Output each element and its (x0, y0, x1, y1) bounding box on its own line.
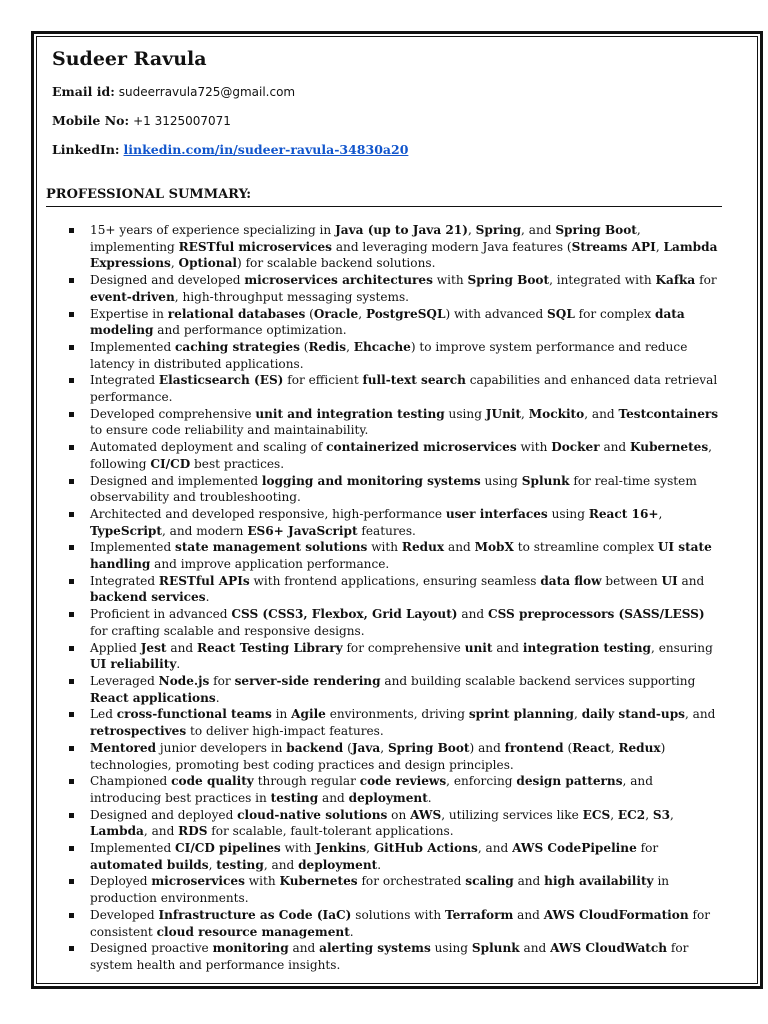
bullet-keyword: JUnit (485, 406, 522, 421)
bullet-square-icon (69, 779, 74, 784)
bullet-keyword: CSS preprocessors (SASS/LESS) (487, 607, 705, 622)
bullet-keyword: Lambda Expressions (90, 239, 718, 271)
bullet-text: features. (357, 523, 416, 538)
bullet-text: Implemented (90, 540, 176, 555)
bullet-text: for real-time system observability and troubleshooting. (90, 473, 697, 505)
bullet-keyword: logging and monitoring systems (261, 473, 481, 488)
bullet-text: , (208, 857, 217, 872)
bullet-text: and building scalable backend services supporting (380, 673, 696, 688)
bullet-text: , implementing (90, 223, 641, 254)
bullet-text: environments, driving (325, 707, 469, 722)
bullet-keyword: Docker (551, 440, 600, 455)
bullet-keyword: data flow (540, 573, 602, 588)
bullet-text: and (677, 573, 705, 588)
bullet-text: Championed (90, 774, 172, 789)
bullet-text: Proficient in advanced (90, 607, 232, 622)
bullet-text: , integrated with (549, 273, 656, 288)
bullet-keyword: scaling (465, 874, 514, 889)
bullet-text: , and (477, 841, 513, 856)
bullet-text: , (346, 339, 354, 354)
bullet-square-icon (69, 512, 74, 517)
bullet-text: in (271, 707, 292, 722)
bullet-text: Deployed (90, 874, 152, 889)
bullet-keyword: backend (286, 740, 344, 755)
bullet-text: . (349, 924, 354, 939)
bullet-keyword: deployment (298, 857, 378, 872)
bullet-text: and (457, 607, 488, 622)
bullet-text: ( (343, 740, 352, 755)
bullet-keyword: microservices (151, 874, 245, 889)
bullet-text: with (280, 841, 316, 856)
bullet-text: Designed and developed (90, 273, 245, 288)
bullet-keyword: Splunk (521, 473, 570, 488)
bullet-text: using (547, 506, 589, 521)
bullet-keyword: frontend (504, 740, 564, 755)
bullet-text: Applied (90, 640, 141, 655)
bullet-keyword: MobX (474, 540, 514, 555)
bullet-text: , (655, 239, 664, 254)
bullet-text: , (574, 707, 582, 722)
bullet-text: for comprehensive (342, 640, 465, 655)
bullet-keyword: Spring (475, 223, 522, 237)
bullet-text: and (513, 874, 545, 889)
linkedin-link[interactable]: linkedin.com/in/sudeer-ravula-34830a20 (123, 142, 409, 157)
bullet-text: , (380, 740, 388, 755)
bullet-text: . (427, 790, 432, 805)
bullet-text: , (670, 807, 674, 822)
summary-bullet-item (64, 606, 724, 639)
bullet-text: , (467, 223, 476, 237)
bullet-keyword: CI/CD (150, 456, 191, 471)
bullet-keyword: S3 (652, 807, 671, 822)
bullet-text: , and (263, 857, 299, 872)
bullet-keyword: data modeling (90, 306, 685, 338)
bullet-text: , (610, 807, 618, 822)
bullet-text: junior developers in (156, 740, 287, 755)
bullet-square-icon (69, 445, 74, 450)
summary-bullet-item (64, 539, 724, 572)
bullet-square-icon (69, 479, 74, 484)
bullet-text: , ensuring (651, 640, 713, 655)
bullet-text: best practices. (190, 456, 285, 471)
bullet-keyword: UI reliability (90, 657, 177, 672)
bullet-text: . (215, 690, 220, 705)
bullet-keyword: RESTful microservices (178, 239, 332, 254)
bullet-text: ) technologies, promoting best coding practices and design principles. (90, 740, 666, 772)
bullet-square-icon (69, 278, 74, 283)
bullet-keyword: React (572, 740, 611, 755)
summary-bullet-item (64, 372, 724, 405)
bullet-text: , (170, 256, 179, 271)
bullet-keyword: backend services (90, 590, 206, 605)
bullet-keyword: Spring Boot (467, 273, 550, 288)
bullet-text: through regular (253, 774, 360, 789)
bullet-text: Designed and implemented (90, 473, 262, 488)
candidate-name: Sudeer Ravula (52, 48, 207, 70)
bullet-text: , and modern (161, 523, 248, 538)
bullet-text: for complex (574, 306, 656, 321)
bullet-keyword: TypeScript (90, 523, 162, 538)
bullet-text: Integrated (90, 373, 159, 388)
bullet-text: ( (305, 306, 314, 321)
section-divider (46, 206, 722, 207)
bullet-keyword: ES6+ JavaScript (247, 523, 358, 538)
bullet-text: Automated deployment and scaling of (90, 440, 327, 455)
bullet-text: to streamline complex (513, 540, 658, 555)
bullet-keyword: AWS CloudFormation (543, 907, 689, 922)
summary-bullet-item (64, 306, 724, 339)
bullet-keyword: alerting systems (319, 941, 431, 956)
bullet-keyword: sprint planning (468, 707, 574, 722)
bullet-keyword: automated builds (90, 857, 209, 872)
bullet-keyword: Jest (140, 640, 167, 655)
summary-bullet-item (64, 807, 724, 840)
bullet-square-icon (69, 746, 74, 751)
bullet-square-icon (69, 813, 74, 818)
bullet-keyword: AWS CodePipeline (512, 841, 637, 856)
bullet-text: using (430, 941, 472, 956)
bullet-square-icon (69, 679, 74, 684)
summary-bullet-item (64, 940, 724, 973)
bullet-keyword: Java (351, 740, 381, 755)
bullet-text: and (492, 640, 523, 655)
bullet-keyword: Elasticsearch (ES) (158, 373, 284, 388)
bullet-keyword: Spring Boot (555, 223, 637, 237)
summary-bullet-item (64, 272, 724, 305)
linkedin-line (52, 142, 408, 157)
bullet-text: for consistent (90, 907, 711, 939)
bullet-text: with (516, 440, 552, 455)
bullet-keyword: ECS (582, 807, 611, 822)
bullet-keyword: GitHub Actions (373, 841, 478, 856)
bullet-text: Designed and deployed (90, 807, 238, 822)
bullet-keyword: integration testing (522, 640, 652, 655)
bullet-text: and performance optimization. (153, 323, 347, 338)
bullet-keyword: Redis (308, 339, 347, 354)
bullet-text: , high-throughput messaging systems. (174, 289, 410, 304)
bullet-keyword: Spring Boot (387, 740, 470, 755)
bullet-text: ( (299, 339, 309, 354)
bullet-text: and (166, 640, 197, 655)
bullet-keyword: Redux (618, 740, 661, 755)
bullet-text: and (318, 790, 349, 805)
mobile-label: Mobile No: (52, 113, 130, 128)
bullet-square-icon (69, 712, 74, 717)
bullet-keyword: UI state handling (90, 540, 712, 572)
bullet-text: solutions with (351, 907, 445, 922)
email-line (52, 84, 295, 99)
bullet-keyword: PostgreSQL (365, 306, 446, 321)
professional-summary-heading: PROFESSIONAL SUMMARY: (46, 187, 252, 202)
bullet-keyword: Kubernetes (279, 874, 358, 889)
bullet-text: , enforcing (446, 774, 517, 789)
bullet-keyword: cloud-native solutions (237, 807, 388, 822)
bullet-keyword: AWS (410, 807, 442, 822)
bullet-text: , utilizing services like (441, 807, 583, 822)
bullet-text: and improve application performance. (150, 557, 390, 572)
bullet-text: with (244, 874, 280, 889)
bullet-text: 15+ years of experience specializing in (90, 223, 336, 237)
bullet-keyword: daily stand-ups (581, 707, 685, 722)
bullet-keyword: AWS CloudWatch (550, 941, 668, 956)
mobile-value: +1 3125007071 (133, 114, 231, 128)
bullet-text: Implemented (90, 841, 176, 856)
bullet-keyword: Infrastructure as Code (IaC) (158, 907, 352, 922)
bullet-keyword: cloud resource management (156, 924, 350, 939)
bullet-keyword: Streams API (571, 239, 656, 254)
bullet-keyword: design patterns (516, 774, 623, 789)
bullet-text: and (444, 540, 475, 555)
bullet-text: to ensure code reliability and maintainability. (90, 423, 369, 438)
mobile-line (52, 113, 231, 128)
bullet-keyword: Java (up to Java 21) (335, 223, 468, 237)
bullet-keyword: testing (216, 857, 264, 872)
bullet-text: for efficient (283, 373, 363, 388)
summary-bullet-item (64, 506, 724, 539)
bullet-text: for (209, 673, 235, 688)
bullet-keyword: CI/CD pipelines (175, 841, 281, 856)
bullet-square-icon (69, 345, 74, 350)
bullet-text: . (205, 590, 210, 605)
bullet-keyword: UI (661, 573, 678, 588)
bullet-keyword: Testcontainers (618, 406, 719, 421)
summary-bullet-list (64, 222, 724, 974)
bullet-text: , and (684, 707, 716, 722)
summary-bullet-item (64, 706, 724, 739)
bullet-square-icon (69, 946, 74, 951)
bullet-keyword: Mentored (90, 740, 157, 755)
bullet-text: ) for scalable backend solutions. (237, 256, 436, 271)
bullet-keyword: server-side rendering (234, 673, 381, 688)
bullet-text: Developed comprehensive (90, 406, 256, 421)
bullet-text: ) and (469, 740, 505, 755)
bullet-text: and (519, 941, 551, 956)
bullet-keyword: containerized microservices (326, 440, 517, 455)
bullet-text: with (432, 273, 468, 288)
bullet-keyword: Kubernetes (630, 440, 709, 455)
email-value: sudeerravula725@gmail.com (118, 85, 296, 99)
bullet-square-icon (69, 378, 74, 383)
bullet-text: , (610, 740, 619, 755)
bullet-keyword: deployment (348, 790, 428, 805)
bullet-keyword: caching strategies (175, 339, 300, 354)
bullet-keyword: Terraform (444, 907, 514, 922)
summary-bullet-item (64, 339, 724, 372)
bullet-text: , and (521, 223, 556, 237)
summary-bullet-item (64, 573, 724, 606)
bullet-keyword: Jenkins (315, 841, 367, 856)
bullet-text: capabilities and enhanced data retrieval performance. (90, 373, 718, 405)
bullet-keyword: monitoring (212, 941, 289, 956)
summary-bullet-item (64, 673, 724, 706)
bullet-text: Integrated (90, 573, 159, 588)
bullet-keyword: RESTful APIs (158, 573, 250, 588)
bullet-square-icon (69, 228, 74, 233)
bullet-keyword: SQL (547, 306, 575, 321)
bullet-text: for orchestrated (357, 874, 466, 889)
bullet-keyword: user interfaces (445, 506, 548, 521)
bullet-keyword: unit and integration testing (255, 406, 445, 421)
summary-bullet-item (64, 907, 724, 940)
bullet-keyword: React 16+ (588, 506, 659, 521)
bullet-text: Designed proactive (90, 941, 213, 956)
summary-bullet-item (64, 439, 724, 472)
bullet-keyword: event-driven (90, 289, 175, 304)
bullet-text: using (444, 406, 486, 421)
linkedin-label: LinkedIn: (52, 142, 120, 157)
bullet-keyword: Splunk (471, 941, 520, 956)
summary-bullet-item (64, 773, 724, 806)
bullet-text: ( (563, 740, 573, 755)
bullet-text: , (358, 306, 366, 321)
bullet-text: using (480, 473, 522, 488)
summary-bullet-item (64, 840, 724, 873)
bullet-keyword: React Testing Library (196, 640, 343, 655)
bullet-keyword: Kafka (655, 273, 696, 288)
bullet-text: for (636, 841, 659, 856)
bullet-text: Leveraged (90, 673, 159, 688)
bullet-keyword: Agile (291, 707, 326, 722)
bullet-keyword: testing (270, 790, 319, 805)
email-label: Email id: (52, 84, 115, 99)
bullet-text: , (366, 841, 374, 856)
bullet-keyword: Ehcache (353, 339, 411, 354)
bullet-square-icon (69, 846, 74, 851)
bullet-text: for (695, 273, 717, 288)
bullet-keyword: Oracle (313, 306, 359, 321)
bullet-keyword: high availability (544, 874, 654, 889)
bullet-text: . (176, 657, 181, 672)
bullet-keyword: microservices architectures (244, 273, 433, 288)
bullet-text: ) to improve system performance and reduce latency in distributed applications. (90, 339, 688, 371)
bullet-keyword: retrospectives (90, 724, 187, 739)
bullet-square-icon (69, 913, 74, 918)
bullet-keyword: state management solutions (175, 540, 368, 555)
bullet-text: , following (90, 440, 713, 471)
bullet-keyword: Redux (401, 540, 445, 555)
bullet-text: and (288, 941, 320, 956)
bullet-keyword: Optional (178, 256, 238, 271)
bullet-square-icon (69, 579, 74, 584)
bullet-keyword: RDS (178, 824, 208, 839)
bullet-keyword: CSS (CSS3, Flexbox, Grid Layout) (231, 607, 458, 622)
bullet-text: between (601, 573, 662, 588)
bullet-text: Expertise in (90, 306, 168, 321)
summary-bullet-item (64, 740, 724, 773)
bullet-text: , and (143, 824, 179, 839)
bullet-text: with (367, 540, 402, 555)
bullet-keyword: Mockito (528, 406, 585, 421)
bullet-keyword: Lambda (90, 824, 144, 839)
summary-bullet-item (64, 406, 724, 439)
bullet-text: Architected and developed responsive, high-performance (90, 506, 446, 521)
bullet-keyword: unit (464, 640, 493, 655)
bullet-keyword: code reviews (359, 774, 447, 789)
bullet-text: on (387, 807, 411, 822)
bullet-text: with frontend applications, ensuring seamless (249, 573, 541, 588)
bullet-text: , (645, 807, 653, 822)
bullet-text: for scalable, fault-tolerant applications. (207, 824, 454, 839)
bullet-text: and (513, 907, 544, 922)
bullet-square-icon (69, 879, 74, 884)
bullet-square-icon (69, 545, 74, 550)
bullet-text: for system health and performance insights. (90, 941, 689, 972)
bullet-text: and (599, 440, 631, 455)
bullet-text: for crafting scalable and responsive designs. (90, 623, 365, 638)
bullet-text: Led (90, 707, 117, 722)
bullet-keyword: full-text search (362, 373, 466, 388)
bullet-square-icon (69, 312, 74, 317)
bullet-text: Developed (90, 907, 159, 922)
bullet-text: in production environments. (90, 874, 670, 906)
bullet-text: , and (584, 406, 619, 421)
bullet-keyword: React applications (90, 690, 216, 705)
bullet-text: and leveraging modern Java features ( (331, 239, 572, 254)
summary-bullet-item (64, 222, 724, 272)
bullet-text: . (377, 857, 382, 872)
bullet-text: to deliver high-impact features. (186, 724, 384, 739)
bullet-text: , and introducing best practices in (90, 774, 653, 805)
bullet-keyword: cross-functional teams (116, 707, 272, 722)
bullet-keyword: code quality (171, 774, 254, 789)
bullet-text: , (521, 406, 529, 421)
summary-bullet-item (64, 873, 724, 906)
bullet-keyword: relational databases (167, 306, 306, 321)
bullet-keyword: Node.js (158, 673, 210, 688)
bullet-text: , (658, 506, 663, 521)
bullet-text: ) with advanced (445, 306, 548, 321)
bullet-keyword: EC2 (617, 807, 646, 822)
bullet-text: Implemented (90, 339, 176, 354)
bullet-square-icon (69, 412, 74, 417)
summary-bullet-item (64, 640, 724, 673)
bullet-square-icon (69, 612, 74, 617)
summary-bullet-item (64, 473, 724, 506)
bullet-square-icon (69, 646, 74, 651)
